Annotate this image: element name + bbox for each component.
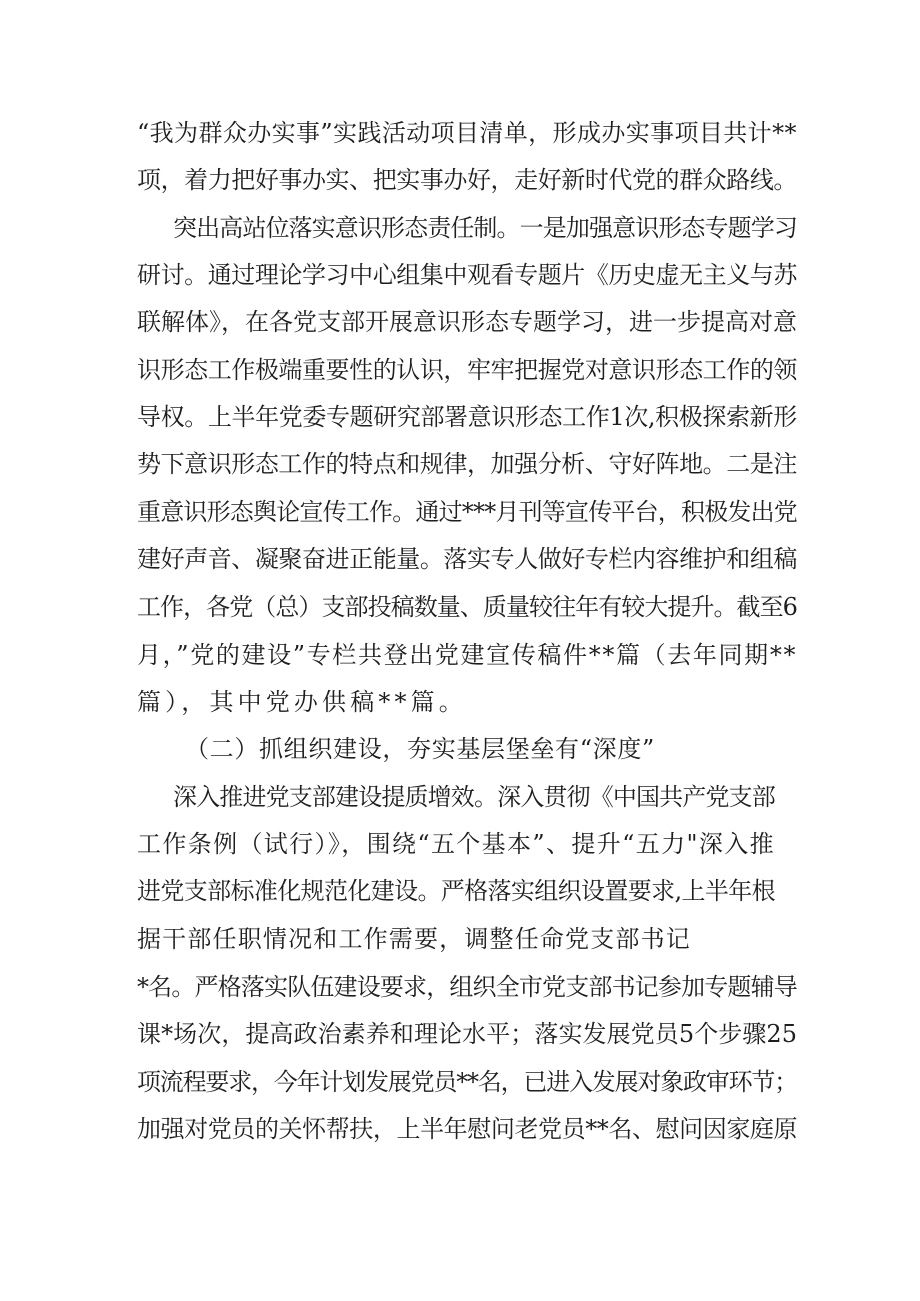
- text-line: 课*场次，提高政治素养和理论水平；落实发展党员5个步骤25: [137, 1020, 798, 1048]
- text-line: 据干部任职情况和工作需要，调整任命党支部书记: [137, 925, 691, 953]
- text-line: 识形态工作极端重要性的认识，牢牢把握党对意识形态工作的领: [137, 356, 797, 384]
- text-line: 项流程要求，今年计划发展党员**名，已进入发展对象政审环节；: [137, 1068, 797, 1096]
- text-line: 工作条例（试行）》，围绕“五个基本”、提升“五力"深入推: [137, 830, 775, 858]
- text-line: 进党支部标准化规范化建设。严格落实组织设置要求,上半年根: [137, 877, 775, 905]
- text-line: 导权。上半年党委专题研究部署意识形态工作1次,积极探索新形: [137, 403, 797, 431]
- text-line: 重意识形态舆论宣传工作。通过***月刊等宣传平台，积极发出党: [137, 498, 797, 526]
- text-line: 联解体》，在各党支部开展意识形态专题学习，进一步提高对意: [137, 308, 797, 336]
- text-line: *名。严格落实队伍建设要求，组织全市党支部书记参加专题辅导: [137, 973, 797, 1001]
- text-line: 势下意识形态工作的特点和规律，加强分析、守好阵地。二是注: [137, 450, 797, 478]
- text-line: 研讨。通过理论学习中心组集中观看专题片《历史虚无主义与苏: [137, 261, 797, 289]
- text-line: 项，着力把好事办实、把实事办好，走好新时代党的群众路线。: [137, 166, 797, 194]
- text-line: 月，”党的建设”专栏共登出党建宣传稿件**篇（去年同期**: [137, 641, 798, 669]
- text-line: 建好声音、凝聚奋进正能量。落实专人做好专栏内容维护和组稿: [137, 545, 797, 573]
- paragraph-heading-branch: 深入推进党支部建设提质增效。深入贯彻《中国共产党支部: [173, 783, 775, 811]
- text-line: 篇），其中党办供稿**篇。: [137, 688, 467, 716]
- text-line: 加强对党员的关怀帮扶，上半年慰问老党员**名、慰问因家庭原: [137, 1115, 798, 1143]
- paragraph-heading-ideology: 突出高站位落实意识形态责任制。一是加强意识形态专题学习: [173, 214, 797, 242]
- text-line: “我为群众办实事”实践活动项目清单，形成办实事项目共计**: [137, 119, 797, 147]
- section-heading: （二）抓组织建设，夯实基层堡垒有“深度”: [185, 735, 655, 763]
- text-line: 工作，各党（总）支部投稿数量、质量较往年有较大提升。截至6: [137, 593, 798, 621]
